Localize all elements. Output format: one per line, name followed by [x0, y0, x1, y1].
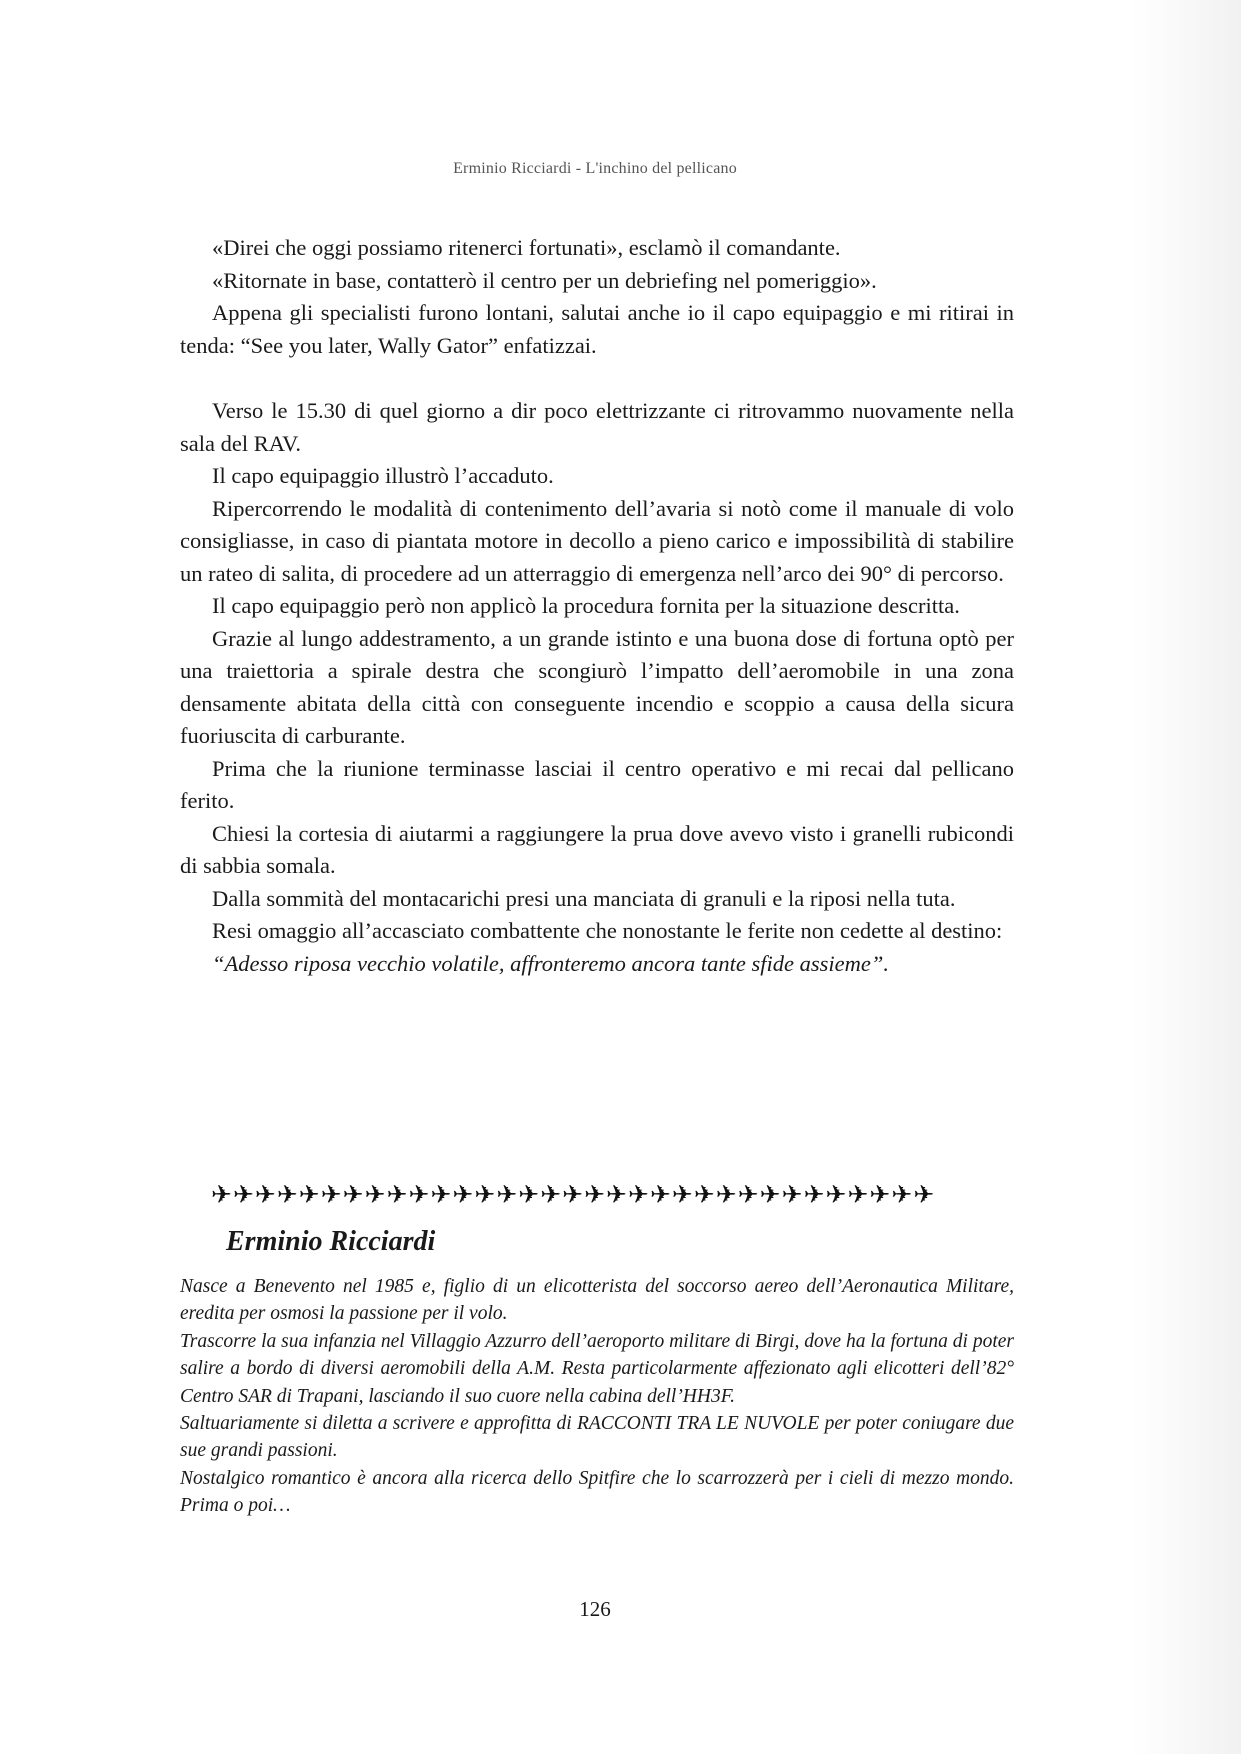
paragraph: Il capo equipaggio però non applicò la procedura fornita per la situazione descritta. [212, 593, 960, 618]
running-head: Erminio Ricciardi - L'inchino del pellicano [453, 160, 737, 177]
author-name: Erminio Ricciardi [226, 1226, 436, 1257]
paragraph: Ripercorrendo le modalità di contenimento dell’avaria si notò come il manuale di volo consigliasse, in caso di piantata motore in decollo a pieno carico e impossibilità di stabilire un rateo di salita, di procedere ad un atterraggio di emergenza nell’arco dei 90° di percorso. [180, 495, 1014, 586]
paragraph: Grazie al lungo addestramento, a un grande istinto e una buona dose di fortuna optò per una traiettoria a spirale destra che scongiurò l’impatto dell’aeromobile in una zona densamente abitata della città con conseguente incendio e scoppio a causa della sicura fuoriuscita di carburante. [180, 625, 1014, 748]
closing-quote: “Adesso riposa vecchio volatile, affronteremo ancora tante sfide assieme”. [212, 950, 889, 976]
bio-paragraph: Saltuariamente si diletta a scrivere e approfitta di RACCONTI TRA LE NUVOLE per poter coniugare due sue grandi passioni. [180, 1413, 1014, 1462]
paragraph: Verso le 15.30 di quel giorno a dir poco elettrizzante ci ritrovammo nuovamente nella sala del RAV. [180, 398, 1014, 456]
paragraph: «Ritornate in base, contatterò il centro per un debriefing nel pomeriggio». [212, 267, 877, 293]
bio-paragraph: Nasce a Benevento nel 1985 e, figlio di un elicotterista del soccorso aereo dell’Aeronautica Militare, eredita per osmosi la passione per il volo. [180, 1276, 1014, 1325]
paragraph: Prima che la riunione terminasse lasciai il centro operativo e mi recai dal pellicano ferito. [180, 755, 1014, 813]
story-body [180, 232, 1014, 980]
paragraph: Il capo equipaggio illustrò l’accaduto. [212, 463, 554, 488]
paragraph: «Direi che oggi possiamo ritenerci fortunati», esclamò il comandante. [212, 235, 841, 260]
paragraph: Resi omaggio all’accasciato combattente che nonostante le ferite non cedette al destino: [212, 918, 1003, 943]
page-edge-shadow [1131, 0, 1241, 1754]
paragraph: Chiesi la cortesia di aiutarmi a raggiungere la prua dove avevo visto i granelli rubicondi di sabbia somala. [180, 820, 1014, 878]
bio-paragraph: Nostalgico romantico è ancora alla ricerca dello Spitfire che lo scarrozzerà per i cieli di mezzo mondo. Prima o poi… [180, 1467, 1014, 1517]
paragraph: Appena gli specialisti furono lontani, salutai anche io il capo equipaggio e mi ritirai in tenda: “See you later, Wally Gator” enfatizzai. [180, 300, 1014, 358]
bio-paragraph: Trascorre la sua infanzia nel Villaggio Azzurro dell’aeroporto militare di Birgi, dove ha la fortuna di poter salire a bordo di diversi aeromobili della A.M. Resta particolarmente affezionato agli elicotteri dell’82° Centro SAR di Trapani, lasciando il suo cuore nella cabina dell’HH3F. [180, 1330, 1014, 1407]
airplane-separator: ✈✈✈✈✈✈✈✈✈✈✈✈✈✈✈✈✈✈✈✈✈✈✈✈✈✈✈✈✈✈✈✈✈ [211, 1180, 936, 1209]
author-bio [180, 1273, 1014, 1520]
section-break [180, 362, 1014, 395]
paragraph: Dalla sommità del montacarichi presi una manciata di granuli e la riposi nella tuta. [212, 885, 956, 911]
page-number: 126 [579, 1597, 611, 1621]
